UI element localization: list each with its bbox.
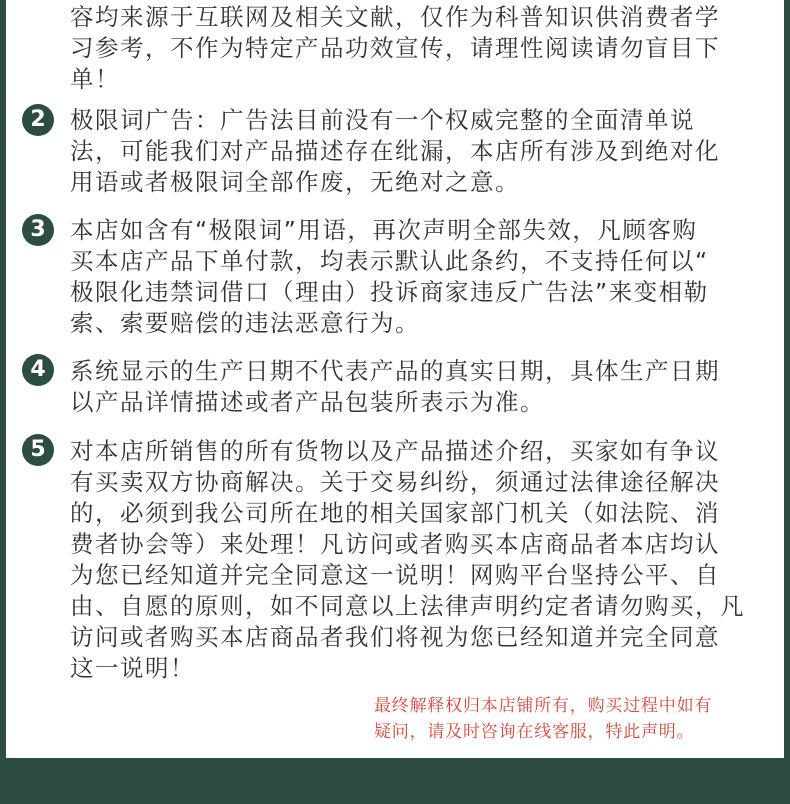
number-badge: 2 — [22, 104, 54, 136]
item-line: 极限词广告：广告法目前没有一个权威完整的全面清单说 — [70, 106, 695, 134]
item-line: 法，可能我们对产品描述存在纰漏，本店所有涉及到绝对化 — [70, 137, 720, 165]
item-line: 买本店产品下单付款，均表示默认此条约，不支持任何以“ — [70, 247, 709, 275]
item-line: 这一说明！ — [70, 654, 195, 682]
number-badge: 4 — [22, 354, 54, 386]
item-paragraph — [70, 356, 770, 418]
item-line: 用语或者极限词全部作废，无绝对之意。 — [70, 168, 520, 196]
item-line: 由、自愿的原则，如不同意以上法律声明约定者请勿购买，凡 — [70, 592, 745, 620]
item-line: 对本店所销售的所有货物以及产品描述介绍，买家如有争议 — [70, 437, 720, 465]
item-paragraph — [70, 215, 770, 339]
intro-paragraph — [70, 2, 770, 95]
item-line: 访问或者购买本店商品者我们将视为您已经知道并完全同意 — [70, 623, 720, 651]
item-line: 系统显示的生产日期不代表产品的真实日期，具体生产日期 — [70, 357, 720, 385]
item-line: 为您已经知道并完全同意这一说明！网购平台坚持公平、自 — [70, 561, 720, 589]
disclaimer-panel — [6, 0, 784, 758]
item-line: 索、索要赔偿的违法恶意行为。 — [70, 309, 420, 337]
item-line: 本店如含有“极限词”用语，再次声明全部失效，凡顾客购 — [70, 216, 698, 244]
item-line: 有买卖双方协商解决。关于交易纠纷，须通过法律途径解决 — [70, 468, 720, 496]
item-paragraph — [70, 105, 770, 198]
number-badge: 3 — [22, 214, 54, 246]
item-line: 以产品详情描述或者产品包装所表示为准。 — [70, 388, 545, 416]
item-line: 极限化违禁词借口（理由）投诉商家违反广告法”来变相勒 — [70, 278, 709, 306]
item-paragraph — [70, 436, 770, 684]
number-badge: 5 — [22, 434, 54, 466]
intro-line: 容均来源于互联网及相关文献，仅作为科普知识供消费者学 — [70, 3, 720, 31]
intro-line: 习参考，不作为特定产品功效宣传，请理性阅读请勿盲目下 — [70, 34, 720, 62]
item-line: 的，必须到我公司所在地的相关国家部门机关（如法院、消 — [70, 499, 720, 527]
footer-line: 最终解释权归本店铺所有，购买过程中如有 — [374, 696, 713, 716]
footer-line: 疑问，请及时咨询在线客服，特此声明。 — [374, 722, 695, 742]
footer-note — [374, 693, 774, 745]
item-line: 费者协会等）来处理！凡访问或者购买本店商品者本店均认 — [70, 530, 720, 558]
intro-line: 单！ — [70, 65, 120, 93]
